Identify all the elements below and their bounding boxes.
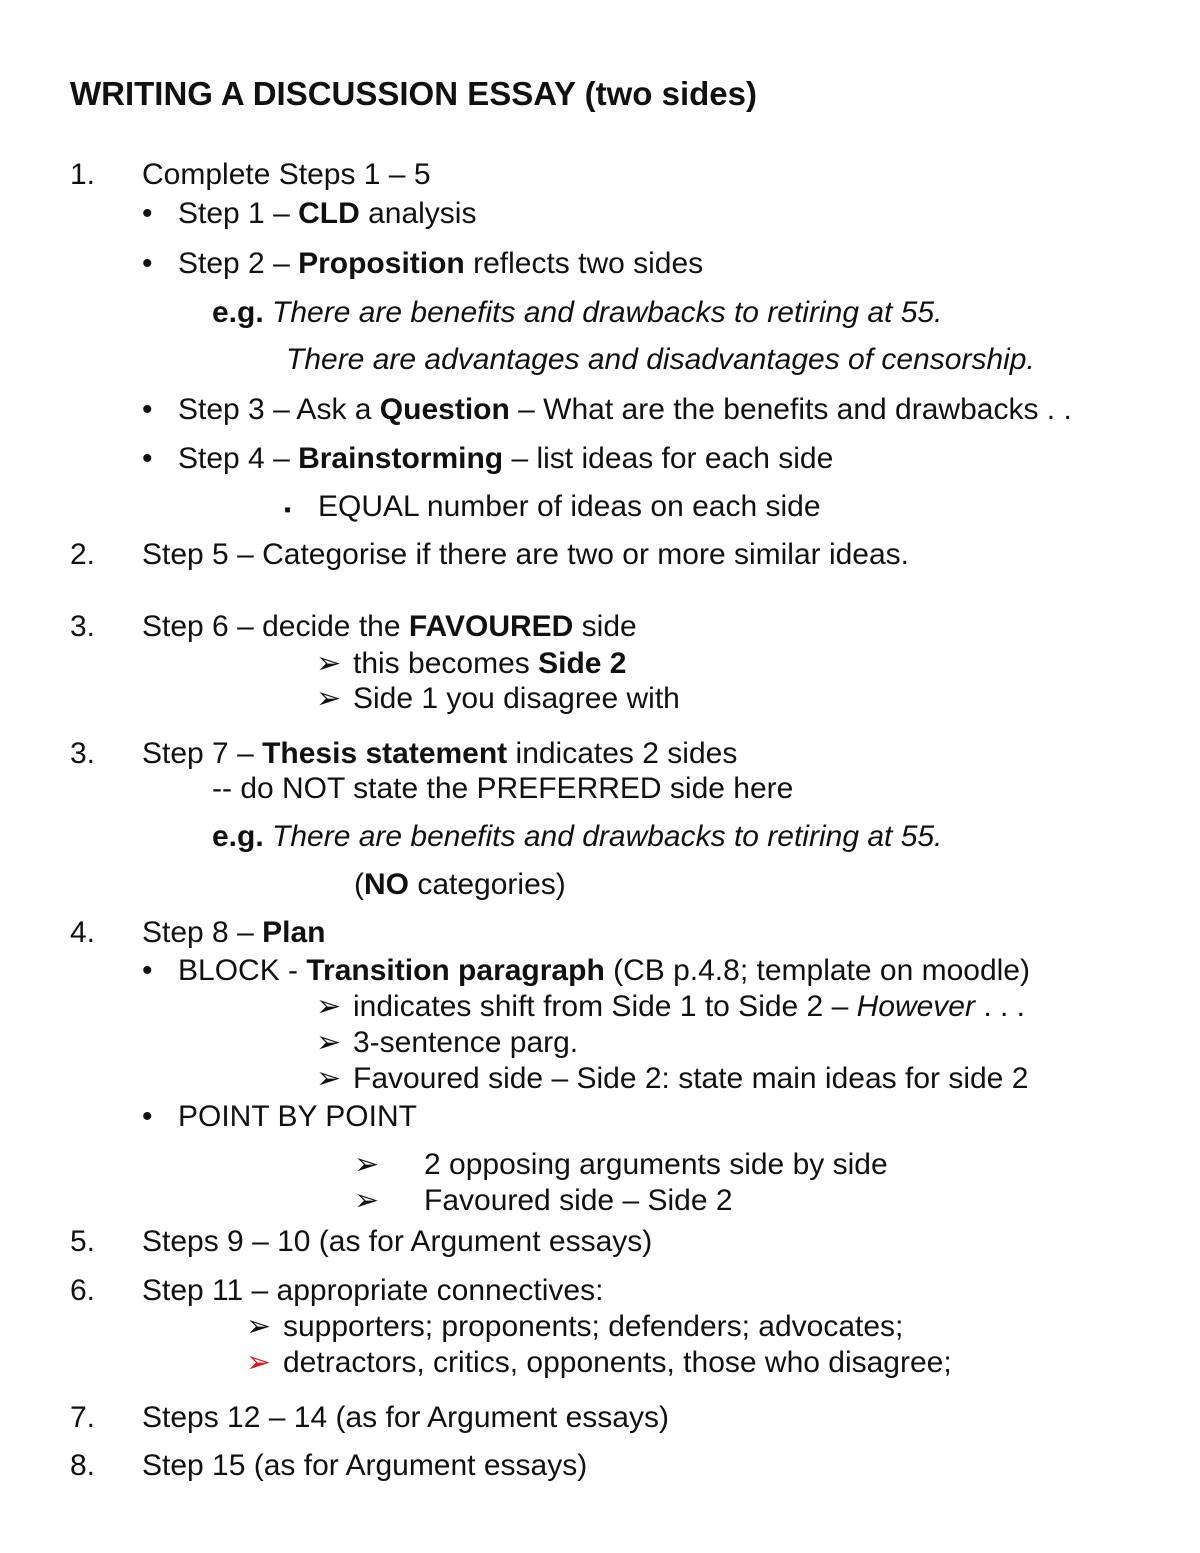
document-title: WRITING A DISCUSSION ESSAY (two sides) bbox=[70, 75, 757, 112]
list-item: • Step 2 – Proposition reflects two sides bbox=[142, 247, 704, 280]
arrow-bullet-icon: ➢ bbox=[354, 1184, 380, 1217]
list-number: 3. bbox=[70, 737, 96, 770]
sub-item: ➢ detractors, critics, opponents, those who disagree; bbox=[246, 1346, 952, 1379]
list-item: Steps 12 – 14 (as for Argument essays) bbox=[142, 1401, 669, 1434]
arrow-bullet-icon: ➢ bbox=[316, 1062, 342, 1095]
sub-item: ➢ Favoured side – Side 2: state main ideas for side 2 bbox=[316, 1062, 1029, 1095]
bullet-icon: • bbox=[142, 197, 153, 230]
arrow-bullet-icon: ➢ bbox=[246, 1310, 272, 1343]
list-item: • Step 3 – Ask a Question – What are the benefits and drawbacks . . bbox=[142, 393, 1072, 426]
list-number: 6. bbox=[70, 1274, 96, 1307]
list-item: Step 8 – Plan bbox=[142, 916, 326, 949]
list-item: Step 5 – Categorise if there are two or more similar ideas. bbox=[142, 538, 910, 571]
list-item: Step 15 (as for Argument essays) bbox=[142, 1449, 588, 1482]
arrow-bullet-icon: ➢ bbox=[354, 1148, 380, 1181]
sub-item: ➢ Side 1 you disagree with bbox=[316, 682, 680, 715]
sub-item: ➢ supporters; proponents; defenders; advocates; bbox=[246, 1310, 904, 1343]
sub-item: ➢ indicates shift from Side 1 to Side 2 – However . . . bbox=[316, 990, 1025, 1023]
arrow-bullet-icon: ➢ bbox=[316, 1026, 342, 1059]
sub-item: ➢ Favoured side – Side 2 bbox=[354, 1184, 733, 1217]
arrow-bullet-icon: ➢ bbox=[316, 647, 342, 680]
sub-item: ▪ EQUAL number of ideas on each side bbox=[284, 489, 821, 528]
sub-item: -- do NOT state the PREFERRED side here bbox=[212, 772, 794, 805]
bullet-icon: • bbox=[142, 1100, 153, 1133]
sub-item: ➢ 2 opposing arguments side by side bbox=[354, 1148, 888, 1181]
bullet-icon: • bbox=[142, 442, 153, 475]
bullet-icon: • bbox=[142, 393, 153, 426]
sub-item: ➢ 3-sentence parg. bbox=[316, 1026, 579, 1059]
list-number: 3. bbox=[70, 610, 96, 643]
red-arrow-bullet-icon: ➢ bbox=[246, 1346, 272, 1379]
list-number: 7. bbox=[70, 1401, 96, 1434]
list-item: • Step 4 – Brainstorming – list ideas for each side bbox=[142, 442, 834, 475]
arrow-bullet-icon: ➢ bbox=[316, 682, 342, 715]
example-line: There are advantages and disadvantages of censorship. bbox=[286, 343, 1035, 376]
sub-item: ➢ this becomes Side 2 bbox=[316, 647, 627, 680]
list-item: • Step 1 – CLD analysis bbox=[142, 197, 477, 230]
list-item: • BLOCK - Transition paragraph (CB p.4.8; template on moodle) bbox=[142, 954, 1030, 987]
list-number: 2. bbox=[70, 538, 96, 571]
list-item: Step 7 – Thesis statement indicates 2 sides bbox=[142, 737, 738, 770]
list-item: Step 11 – appropriate connectives: bbox=[142, 1274, 604, 1307]
bullet-icon: • bbox=[142, 954, 153, 987]
list-item: • POINT BY POINT bbox=[142, 1100, 417, 1133]
bullet-icon: • bbox=[142, 247, 153, 280]
list-item: Steps 9 – 10 (as for Argument essays) bbox=[142, 1225, 653, 1258]
arrow-bullet-icon: ➢ bbox=[316, 990, 342, 1023]
list-number: 4. bbox=[70, 916, 96, 949]
note-line: (NO categories) bbox=[354, 868, 566, 901]
list-number: 1. bbox=[70, 158, 96, 191]
example-line: e.g. There are benefits and drawbacks to retiring at 55. bbox=[212, 296, 943, 329]
list-item: Complete Steps 1 – 5 bbox=[142, 158, 431, 191]
example-line: e.g. There are benefits and drawbacks to retiring at 55. bbox=[212, 820, 943, 853]
square-bullet-icon: ▪ bbox=[284, 499, 292, 521]
list-number: 8. bbox=[70, 1449, 96, 1482]
list-item: Step 6 – decide the FAVOURED side bbox=[142, 610, 637, 643]
list-number: 5. bbox=[70, 1225, 96, 1258]
